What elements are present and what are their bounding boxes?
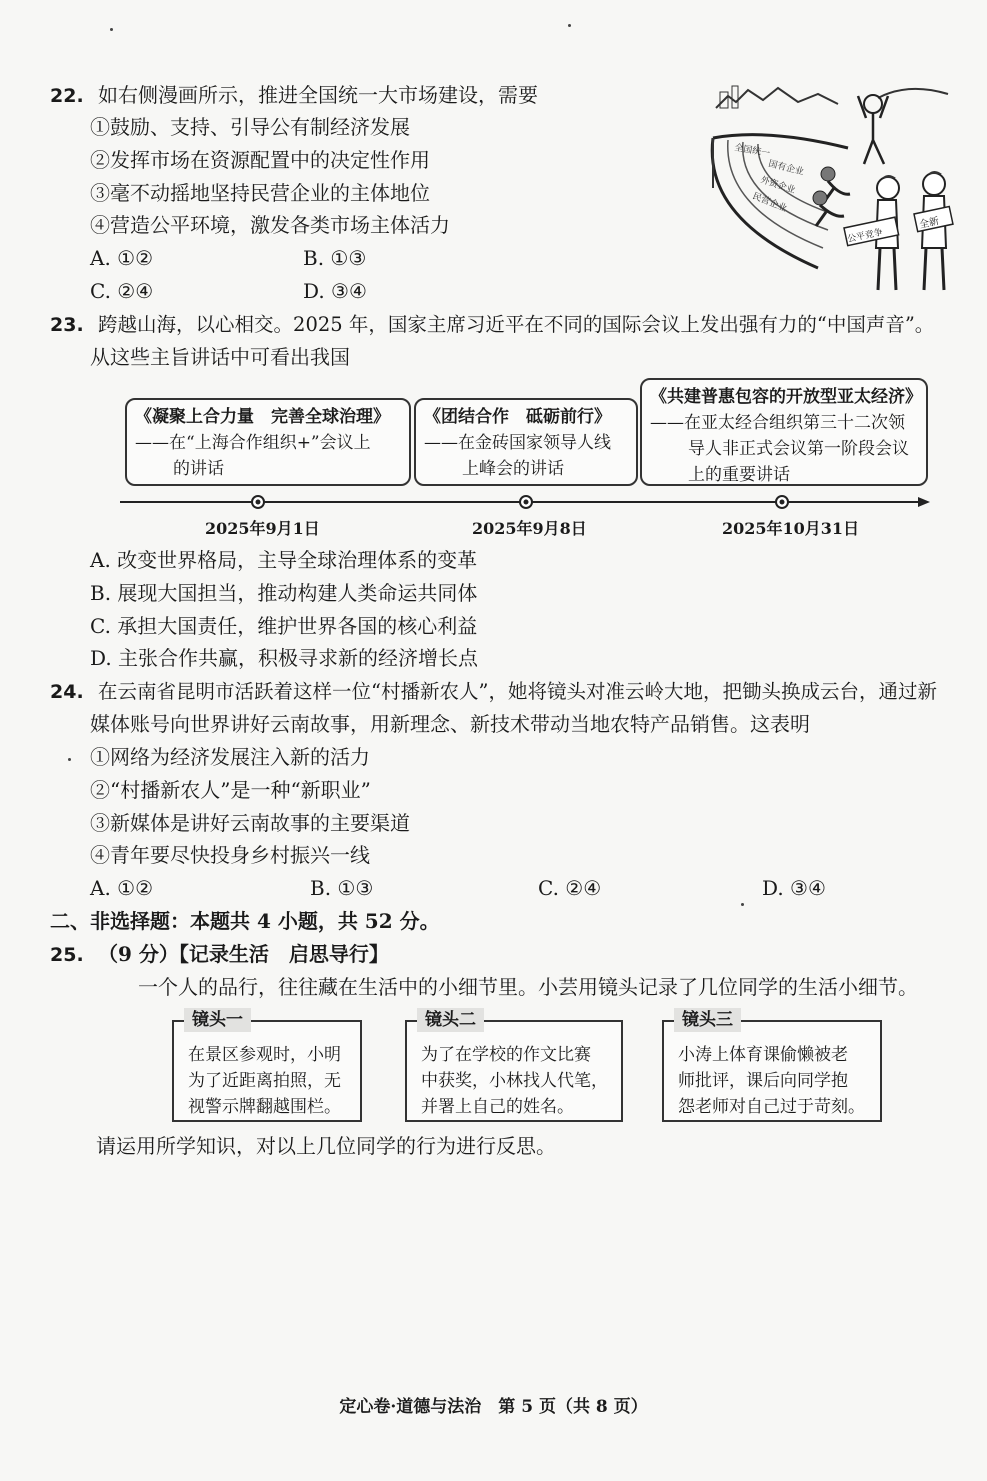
option-b[interactable]: B. ①③: [303, 246, 367, 270]
option-a[interactable]: A. ①②: [90, 876, 154, 900]
question-number: 23.: [50, 314, 84, 336]
lens-text: 为了在学校的作文比赛: [421, 1045, 591, 1065]
question-number: 24.: [50, 681, 84, 703]
speech-title: 《凝聚上合力量 完善全球治理》: [135, 407, 390, 427]
statement-item: ③毫不动摇地坚持民营企业的主体地位: [90, 181, 430, 205]
question-stem: 在云南省昆明市活跃着这样一位“村播新农人”，她将镜头对准云岭大地，把锄头换成云台，通过新: [98, 680, 937, 703]
speech-box-1: [125, 398, 411, 486]
section-heading: 二、非选择题：本题共 4 小题，共 52 分。: [50, 909, 440, 933]
option-b[interactable]: B. ①③: [310, 876, 374, 900]
lens-text: 视警示牌翻越围栏。: [188, 1097, 341, 1117]
lens-text: 小涛上体育课偷懒被老: [678, 1045, 848, 1065]
scan-dot: [568, 24, 571, 27]
lens-title: 镜头一: [184, 1008, 251, 1032]
question-number: 25.: [50, 944, 84, 966]
lens-title: 镜头三: [674, 1008, 741, 1032]
speech-desc: ——在亚太经合组织第三十二次领: [650, 413, 905, 433]
speech-title: 《团结合作 砥砺前行》: [424, 407, 611, 427]
question-prompt: 请运用所学知识，对以上几位同学的行为进行反思。: [96, 1134, 556, 1158]
scan-dot: [110, 28, 113, 31]
speech-desc: 上峰会的讲话: [462, 459, 564, 479]
scan-dot: [741, 903, 744, 906]
speech-title: 《共建普惠包容的开放型亚太经济》: [650, 387, 922, 407]
cartoon-sign-right: 全新: [918, 216, 941, 231]
cartoon-sign-left: 公平竞争: [846, 227, 884, 245]
option-d[interactable]: D. 主张合作共赢，积极寻求新的经济增长点: [90, 646, 479, 670]
lens-text: 在景区参观时，小明: [188, 1045, 341, 1065]
statement-item: ④营造公平环境，激发各类市场主体活力: [90, 213, 450, 237]
option-b[interactable]: B. 展现大国担当，推动构建人类命运共同体: [90, 581, 478, 605]
question-number: 22.: [50, 85, 84, 107]
option-a[interactable]: A. 改变世界格局，主导全球治理体系的变革: [90, 548, 478, 572]
speech-desc: ——在“上海合作组织+”会议上: [135, 433, 371, 453]
cartoon-lane-label: 全国统一: [733, 143, 771, 160]
lens-text: 怨老师对自己过于苛刻。: [678, 1097, 865, 1117]
speech-box-3: [640, 378, 928, 486]
option-d[interactable]: D. ③④: [303, 279, 367, 303]
timeline-date: 2025年9月8日: [472, 519, 587, 538]
lens-text: 为了近距离拍照，无: [188, 1071, 341, 1091]
scan-dot: [68, 758, 71, 761]
option-c[interactable]: C. ②④: [90, 279, 154, 303]
option-d[interactable]: D. ③④: [762, 876, 826, 900]
question-stem: 跨越山海，以心相交。2025 年，国家主席习近平在不同的国际会议上发出强有力的“中国声音”。: [98, 313, 935, 336]
cartoon-lane-label: 国有企业: [767, 159, 805, 178]
statement-item: ①网络为经济发展注入新的活力: [90, 745, 370, 769]
speech-box-2: [414, 398, 638, 486]
cartoon-lane-label: 外资企业: [759, 175, 797, 196]
cartoon-illustration: [708, 78, 958, 298]
page-footer: 定心卷·道德与法治 第 5 页（共 8 页）: [339, 1397, 648, 1417]
statement-item: ①鼓励、支持、引导公有制经济发展: [90, 115, 410, 139]
statement-item: ②发挥市场在资源配置中的决定性作用: [90, 148, 430, 172]
timeline-date: 2025年9月1日: [205, 519, 320, 538]
timeline-date: 2025年10月31日: [722, 519, 860, 538]
option-c[interactable]: C. ②④: [538, 876, 602, 900]
statement-item: ②“村播新农人”是一种“新职业”: [90, 778, 371, 802]
question-stem-cont: 媒体账号向世界讲好云南故事，用新理念、新技术带动当地农特产品销售。这表明: [90, 712, 810, 736]
lens-card-1: [172, 1010, 362, 1122]
lens-text: 并署上自己的姓名。: [421, 1097, 574, 1117]
question-intro: 一个人的品行，往往藏在生活中的小细节里。小芸用镜头记录了几位同学的生活小细节。: [138, 975, 918, 999]
cartoon-lane-label: 民营企业: [750, 191, 789, 215]
statement-item: ④青年要尽快投身乡村振兴一线: [90, 843, 370, 867]
lens-card-3: [662, 1010, 882, 1122]
lens-text: 中获奖，小林找人代笔，: [421, 1071, 608, 1091]
lens-text: 师批评，课后向同学抱: [678, 1071, 848, 1091]
statement-item: ③新媒体是讲好云南故事的主要渠道: [90, 811, 410, 835]
question-stem-cont: 从这些主旨讲话中可看出我国: [90, 345, 350, 369]
timeline: [118, 491, 933, 513]
speech-desc: 上的重要讲话: [688, 465, 790, 485]
speech-desc: ——在金砖国家领导人线: [424, 433, 611, 453]
lens-card-2: [405, 1010, 623, 1122]
answer-area[interactable]: [50, 1170, 940, 1370]
speech-desc: 的讲话: [173, 459, 224, 479]
lens-title: 镜头二: [417, 1008, 484, 1032]
question-heading: （9 分）【记录生活 启思导行】: [98, 942, 389, 966]
option-a[interactable]: A. ①②: [90, 246, 154, 270]
speech-desc: 导人非正式会议第一阶段会议: [688, 439, 909, 459]
question-stem: 如右侧漫画所示，推进全国统一大市场建设，需要: [98, 83, 539, 107]
option-c[interactable]: C. 承担大国责任，维护世界各国的核心利益: [90, 614, 478, 638]
